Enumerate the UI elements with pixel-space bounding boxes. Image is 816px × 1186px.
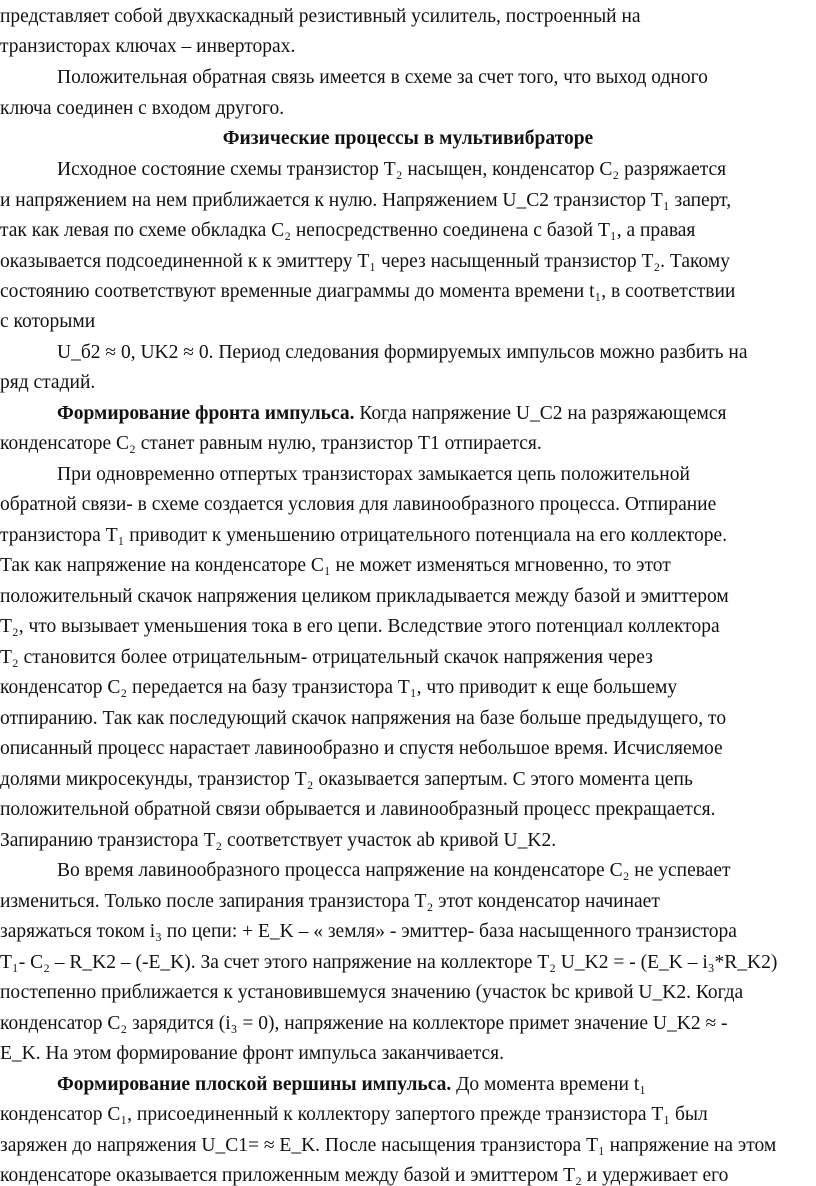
text-line: ключа соединен с входом другого.: [0, 98, 285, 119]
text-line: E_K. На этом формирование фронт импульса заканчивается.: [0, 1043, 504, 1064]
text-line: положительный скачок напряжения целиком прикладывается между базой и эмиттером: [0, 586, 729, 607]
text-line: долями микросекунды, транзистор Т₂ оказывается запертым. С этого момента цепь: [0, 769, 693, 790]
text-line: ряд стадий.: [0, 372, 96, 393]
text-line: положительной обратной связи обрывается и лавинообразный процесс прекращается.: [0, 799, 716, 820]
text-line: транзистора Т₁ приводит к уменьшению отрицательного потенциала на его коллекторе.: [0, 525, 728, 546]
text-line: с которыми: [0, 311, 96, 332]
text-line: обратной связи- в схеме создается условия для лавинообразного процесса. Отпирание: [0, 494, 717, 515]
text-line: так как левая по схеме обкладка С₂ непосредственно соединена с базой Т₁, а правая: [0, 220, 696, 241]
text-line: транзисторах ключах – инверторах.: [0, 36, 296, 57]
text-line: и напряжением на нем приближается к нулю. Напряжением U_C2 транзистор Т₁ заперт,: [0, 190, 732, 211]
text-line: измениться. Только после запирания транзистора Т₂ этот конденсатор начинает: [0, 891, 660, 912]
text-line: состоянию соответствуют временные диаграммы до момента времени t₁, в соответствии: [0, 281, 736, 302]
text-line: Исходное состояние схемы транзистор Т₂ насыщен, конденсатор С₂ разряжается: [57, 159, 727, 180]
text-line: представляет собой двухкаскадный резистивный усилитель, построенный на: [0, 6, 641, 27]
text-line: [0, 1070, 816, 1100]
text-line: Во время лавинообразного процесса напряжение на конденсаторе С₂ не успевает: [57, 860, 731, 881]
text-line: [0, 399, 816, 429]
paragraph-text: До момента времени t₁: [456, 1074, 647, 1095]
paragraph-title: Формирование фронта импульса.: [57, 403, 355, 424]
text-line: конденсатор С₂ зарядится (i₃ = 0), напряжение на коллекторе примет значение U_K2 ≈ -: [0, 1013, 728, 1034]
text-line: Т₂ становится более отрицательным- отрицательный скачок напряжения через: [0, 647, 653, 668]
text-line: При одновременно отпертых транзисторах замыкается цепь положительной: [57, 464, 690, 485]
section-heading: Физические процессы в мультивибраторе: [222, 128, 594, 149]
text-line: конденсаторе С₂ станет равным нулю, транзистор Т1 отпирается.: [0, 433, 542, 454]
text-line: конденсатор С₁, присоединенный к коллектору запертого прежде транзистора Т₁ был: [0, 1104, 708, 1125]
text-line: Т₂, что вызывает уменьшения тока в его цепи. Вследствие этого потенциал коллектора: [0, 616, 720, 637]
text-line: Положительная обратная связь имеется в схеме за счет того, что выход одного: [57, 67, 708, 88]
text-line: отпиранию. Так как последующий скачок напряжения на базе больше предыдущего, то: [0, 708, 727, 729]
text-line: заряжаться током i₃ по цепи: + E_K – « земля» - эмиттер- база насыщенного транзистора: [0, 921, 737, 942]
text-line: заряжен до напряжения U_C1= ≈ E_K. После насыщения транзистора Т₁ напряжение на этом: [0, 1135, 777, 1156]
text-line: Т₁- С₂ – R_K2 – (-E_K). За счет этого напряжение на коллекторе Т₂ U_K2 = - (E_K – i₃*R_K2): [0, 952, 778, 973]
text-line: Так как напряжение на конденсаторе С₁ не может изменяться мгновенно, то этот: [0, 555, 671, 576]
paragraph-title: Формирование плоской вершины импульса.: [57, 1074, 452, 1095]
text-line: конденсатор С₂ передается на базу транзистора Т₁, что приводит к еще большему: [0, 677, 678, 698]
text-line: оказывается подсоединенной к к эмиттеру Т₁ через насыщенный транзистор Т₂. Такому: [0, 251, 730, 272]
text-line: U_б2 ≈ 0, UK2 ≈ 0. Период следования формируемых импульсов можно разбить на: [57, 342, 748, 363]
text-line: описанный процесс нарастает лавинообразно и спустя небольшое время. Исчисляемое: [0, 738, 723, 759]
text-line: конденсаторе оказывается приложенным между базой и эмиттером Т₂ и удерживает его: [0, 1165, 729, 1186]
text-line: постепенно приближается к установившемуся значению (участок bc кривой U_K2. Когда: [0, 982, 744, 1003]
text-line: Запиранию транзистора Т₂ соответствует участок ab кривой U_K2.: [0, 830, 557, 851]
paragraph-text: Когда напряжение U_C2 на разряжающемся: [359, 403, 727, 424]
